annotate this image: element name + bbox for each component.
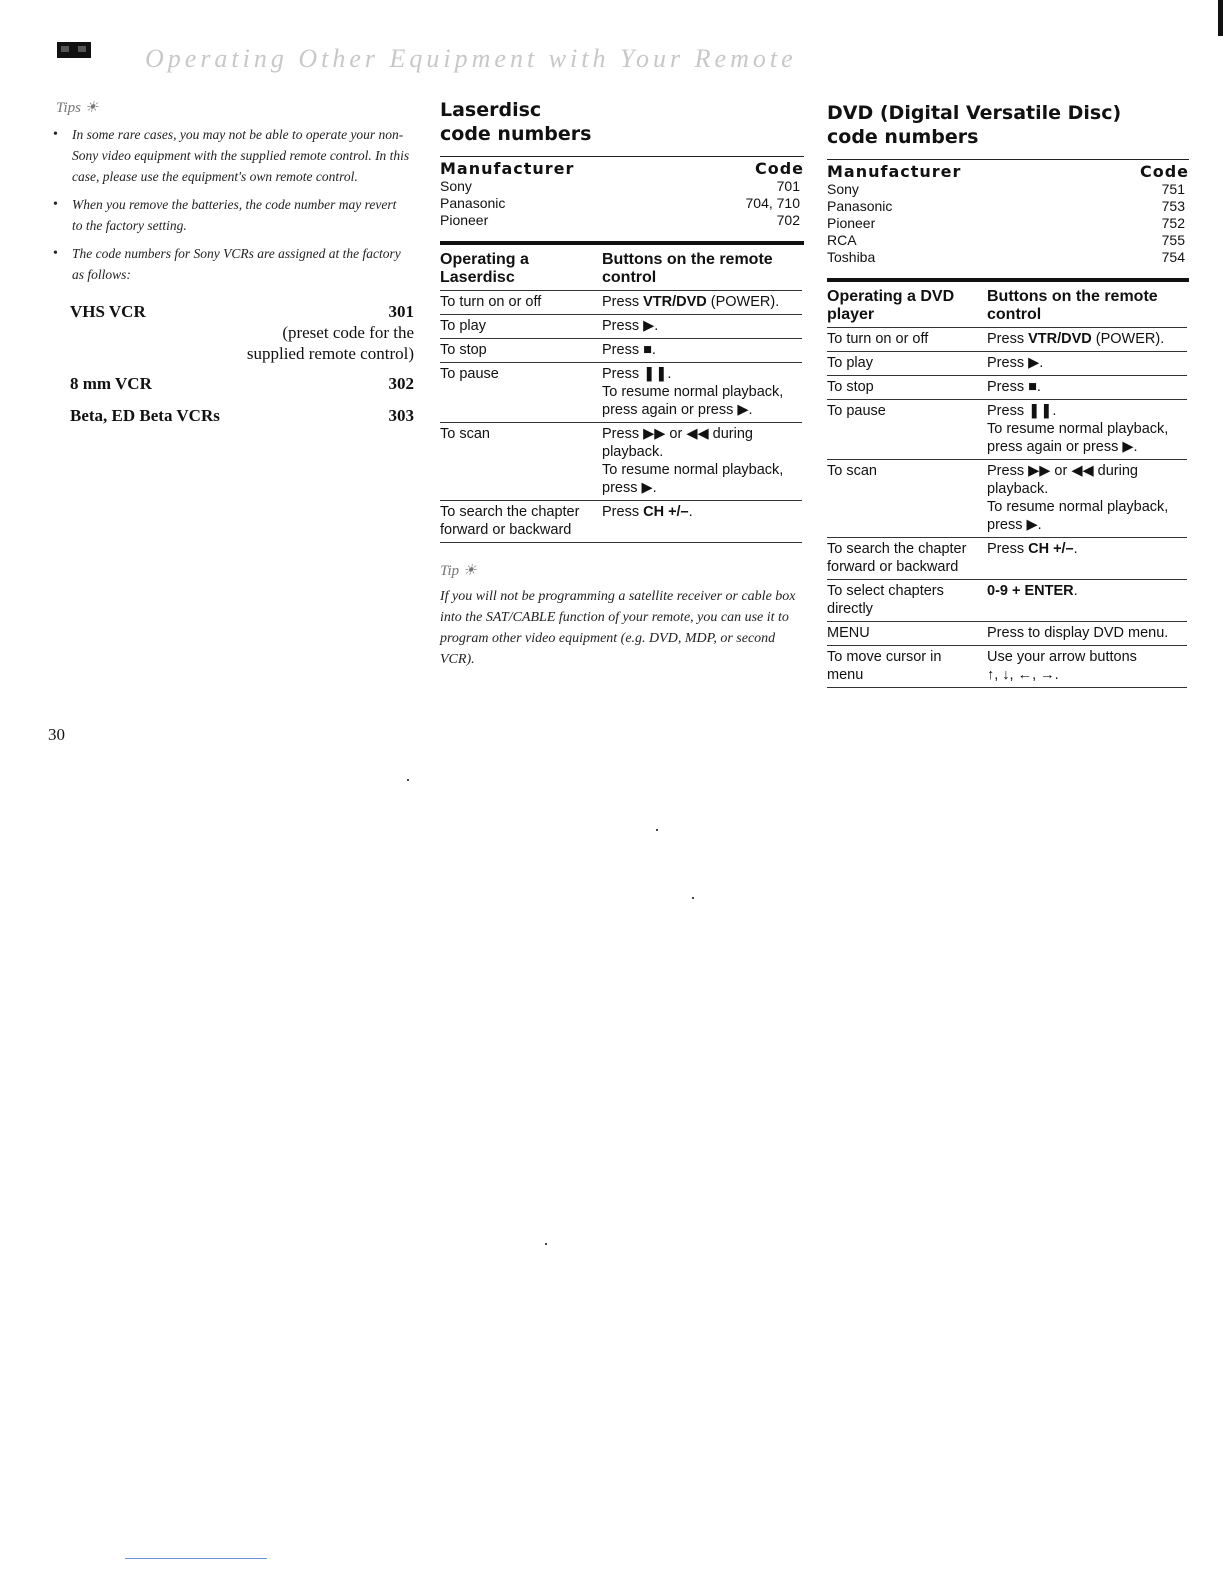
operation-row <box>440 315 802 339</box>
manufacturer-name: Panasonic <box>827 198 893 214</box>
operation-row <box>440 423 802 501</box>
code-table-header: Manufacturer Code <box>440 156 804 178</box>
page-edge-mark <box>1218 0 1223 36</box>
operation-row <box>827 622 1187 646</box>
section-title: Laserdisc code numbers <box>440 99 592 145</box>
operation-row <box>827 460 1187 538</box>
operation-buttons: Press VTR/DVD (POWER). <box>602 291 802 315</box>
operation-buttons: 0-9 + ENTER. <box>987 580 1187 622</box>
operation-action: To move cursor in menu <box>827 646 987 688</box>
operation-action: To stop <box>440 339 602 363</box>
code-row <box>827 198 1189 215</box>
manufacturer-code: 755 <box>1161 232 1185 248</box>
tip-item: • In some rare cases, you may not be able to operate your non-Sony video equipment with the supplied remote control. In this case, please use the equipment's own remote control. <box>50 124 410 187</box>
operation-row <box>827 580 1187 622</box>
manufacturer-code: 701 <box>776 178 800 194</box>
operation-row <box>440 501 802 543</box>
operation-buttons: Use your arrow buttons ↑, ↓, ←, →. <box>987 646 1187 688</box>
manufacturer-code: 751 <box>1161 181 1185 197</box>
code-row <box>827 232 1189 249</box>
operation-action: To scan <box>827 460 987 538</box>
manufacturer-name: RCA <box>827 232 857 248</box>
operation-row <box>827 646 1187 688</box>
operation-row <box>440 363 802 423</box>
operation-action: To pause <box>827 400 987 460</box>
code-row <box>440 195 804 212</box>
page-number: 30 <box>48 725 65 744</box>
operation-buttons: Press CH +/–. <box>987 538 1187 580</box>
manufacturer-name: Pioneer <box>440 212 489 228</box>
operation-buttons: Press ❚❚. To resume normal playback, press again or press ▶. <box>987 400 1187 460</box>
dvd-section <box>827 101 1189 688</box>
operation-buttons: Press ▶▶ or ◀◀ during playback. To resume normal playback, press ▶. <box>987 460 1187 538</box>
operation-row <box>440 339 802 363</box>
code-row <box>440 212 804 229</box>
vcr-code-row: VHS VCR 301 <box>70 302 414 321</box>
lightbulb-icon: ☀ <box>84 100 99 116</box>
operation-buttons: Press ▶▶ or ◀◀ during playback. To resume normal playback, press ▶. <box>602 423 802 501</box>
laserdisc-section <box>440 98 804 670</box>
operation-action: To stop <box>827 376 987 400</box>
code-row <box>440 178 804 195</box>
operation-row <box>827 328 1187 352</box>
operation-buttons: Press to display DVD menu. <box>987 622 1187 646</box>
vcr-code-row: 8 mm VCR 302 <box>70 374 414 393</box>
operation-action: To scan <box>440 423 602 501</box>
vcr-note: (preset code for the <box>282 323 414 342</box>
manufacturer-name: Panasonic <box>440 195 506 211</box>
operation-action: To turn on or off <box>440 291 602 315</box>
tip-text: If you will not be programming a satellite receiver or cable box into the SAT/CABLE function of your remote, you can use it to program other video equipment (e.g. DVD, MDP, or second VCR). <box>440 589 796 667</box>
code-table-header: Manufacturer Code <box>827 159 1189 181</box>
manufacturer-code: 752 <box>1161 215 1185 231</box>
code-row <box>827 181 1189 198</box>
tips-list <box>50 124 410 292</box>
manufacturer-code: 704, 710 <box>745 195 800 211</box>
operation-action: To pause <box>440 363 602 423</box>
tips-heading: Tips ☀ <box>56 100 99 116</box>
manufacturer-code: 753 <box>1161 198 1185 214</box>
operation-row <box>827 400 1187 460</box>
code-table <box>440 178 804 229</box>
page-title: Operating Other Equipment with Your Remote <box>145 44 797 73</box>
operation-row <box>827 352 1187 376</box>
operation-action: To play <box>440 315 602 339</box>
operation-buttons: Press ■. <box>987 376 1187 400</box>
operation-row <box>440 291 802 315</box>
tip-heading: Tip ☀ <box>440 563 477 579</box>
manufacturer-name: Sony <box>440 178 472 194</box>
section-title: DVD (Digital Versatile Disc) code numbers <box>827 102 1122 148</box>
vcr-note: supplied remote control) <box>246 344 414 363</box>
operation-action: To select chapters directly <box>827 580 987 622</box>
manufacturer-code: 702 <box>776 212 800 228</box>
operation-buttons: Press ▶. <box>987 352 1187 376</box>
operation-action: To turn on or off <box>827 328 987 352</box>
manufacturer-name: Toshiba <box>827 249 876 265</box>
operation-action: To search the chapter forward or backward <box>827 538 987 580</box>
code-row <box>827 249 1189 266</box>
operation-buttons: Press ■. <box>602 339 802 363</box>
operation-buttons: Press ❚❚. To resume normal playback, press again or press ▶. <box>602 363 802 423</box>
operation-action: To search the chapter forward or backward <box>440 501 602 543</box>
lightbulb-icon: ☀ <box>462 563 477 579</box>
operation-table: Operating a Laserdisc Buttons on the remote control To turn on or off Press VTR/DVD (POWER). To play Press ▶. To stop Press ■. To pause Press ❚❚. To resume normal playback, press again or press ▶. To scan Press ▶▶ or ◀◀ during playback. To resume normal playback, press ▶. To search the chapter forward or backward Press CH +/–. <box>440 251 802 543</box>
operation-action: To play <box>827 352 987 376</box>
cassette-logo-icon <box>56 40 92 60</box>
manufacturer-name: Sony <box>827 181 859 197</box>
operation-row <box>827 538 1187 580</box>
operation-row <box>827 376 1187 400</box>
code-row <box>827 215 1189 232</box>
code-table <box>827 181 1189 266</box>
tip-item: • When you remove the batteries, the code number may revert to the factory setting. <box>50 194 410 236</box>
vcr-code-row: Beta, ED Beta VCRs 303 <box>70 406 414 425</box>
operation-action: MENU <box>827 622 987 646</box>
tip-item: • The code numbers for Sony VCRs are assigned at the factory as follows: <box>50 243 410 285</box>
operation-table: Operating a DVD player Buttons on the remote control To turn on or off Press VTR/DVD (POWER). To play Press ▶. To stop Press ■. To pause Press ❚❚. To resume normal playback, press again or press ▶. To scan Press ▶▶ or ◀◀ during playback. To resume normal playback, press ▶. To search the chapter forward or backward Press CH +/–. To select chapters directly 0-9 + ENTER. MENU Press to display DVD menu. To move cursor in menu Use your arrow buttons ↑, ↓, ←, →. <box>827 288 1187 688</box>
manufacturer-name: Pioneer <box>827 215 876 231</box>
manufacturer-code: 754 <box>1161 249 1185 265</box>
operation-buttons: Press ▶. <box>602 315 802 339</box>
operation-buttons: Press VTR/DVD (POWER). <box>987 328 1187 352</box>
footer-rule <box>125 1558 267 1559</box>
operation-buttons: Press CH +/–. <box>602 501 802 543</box>
